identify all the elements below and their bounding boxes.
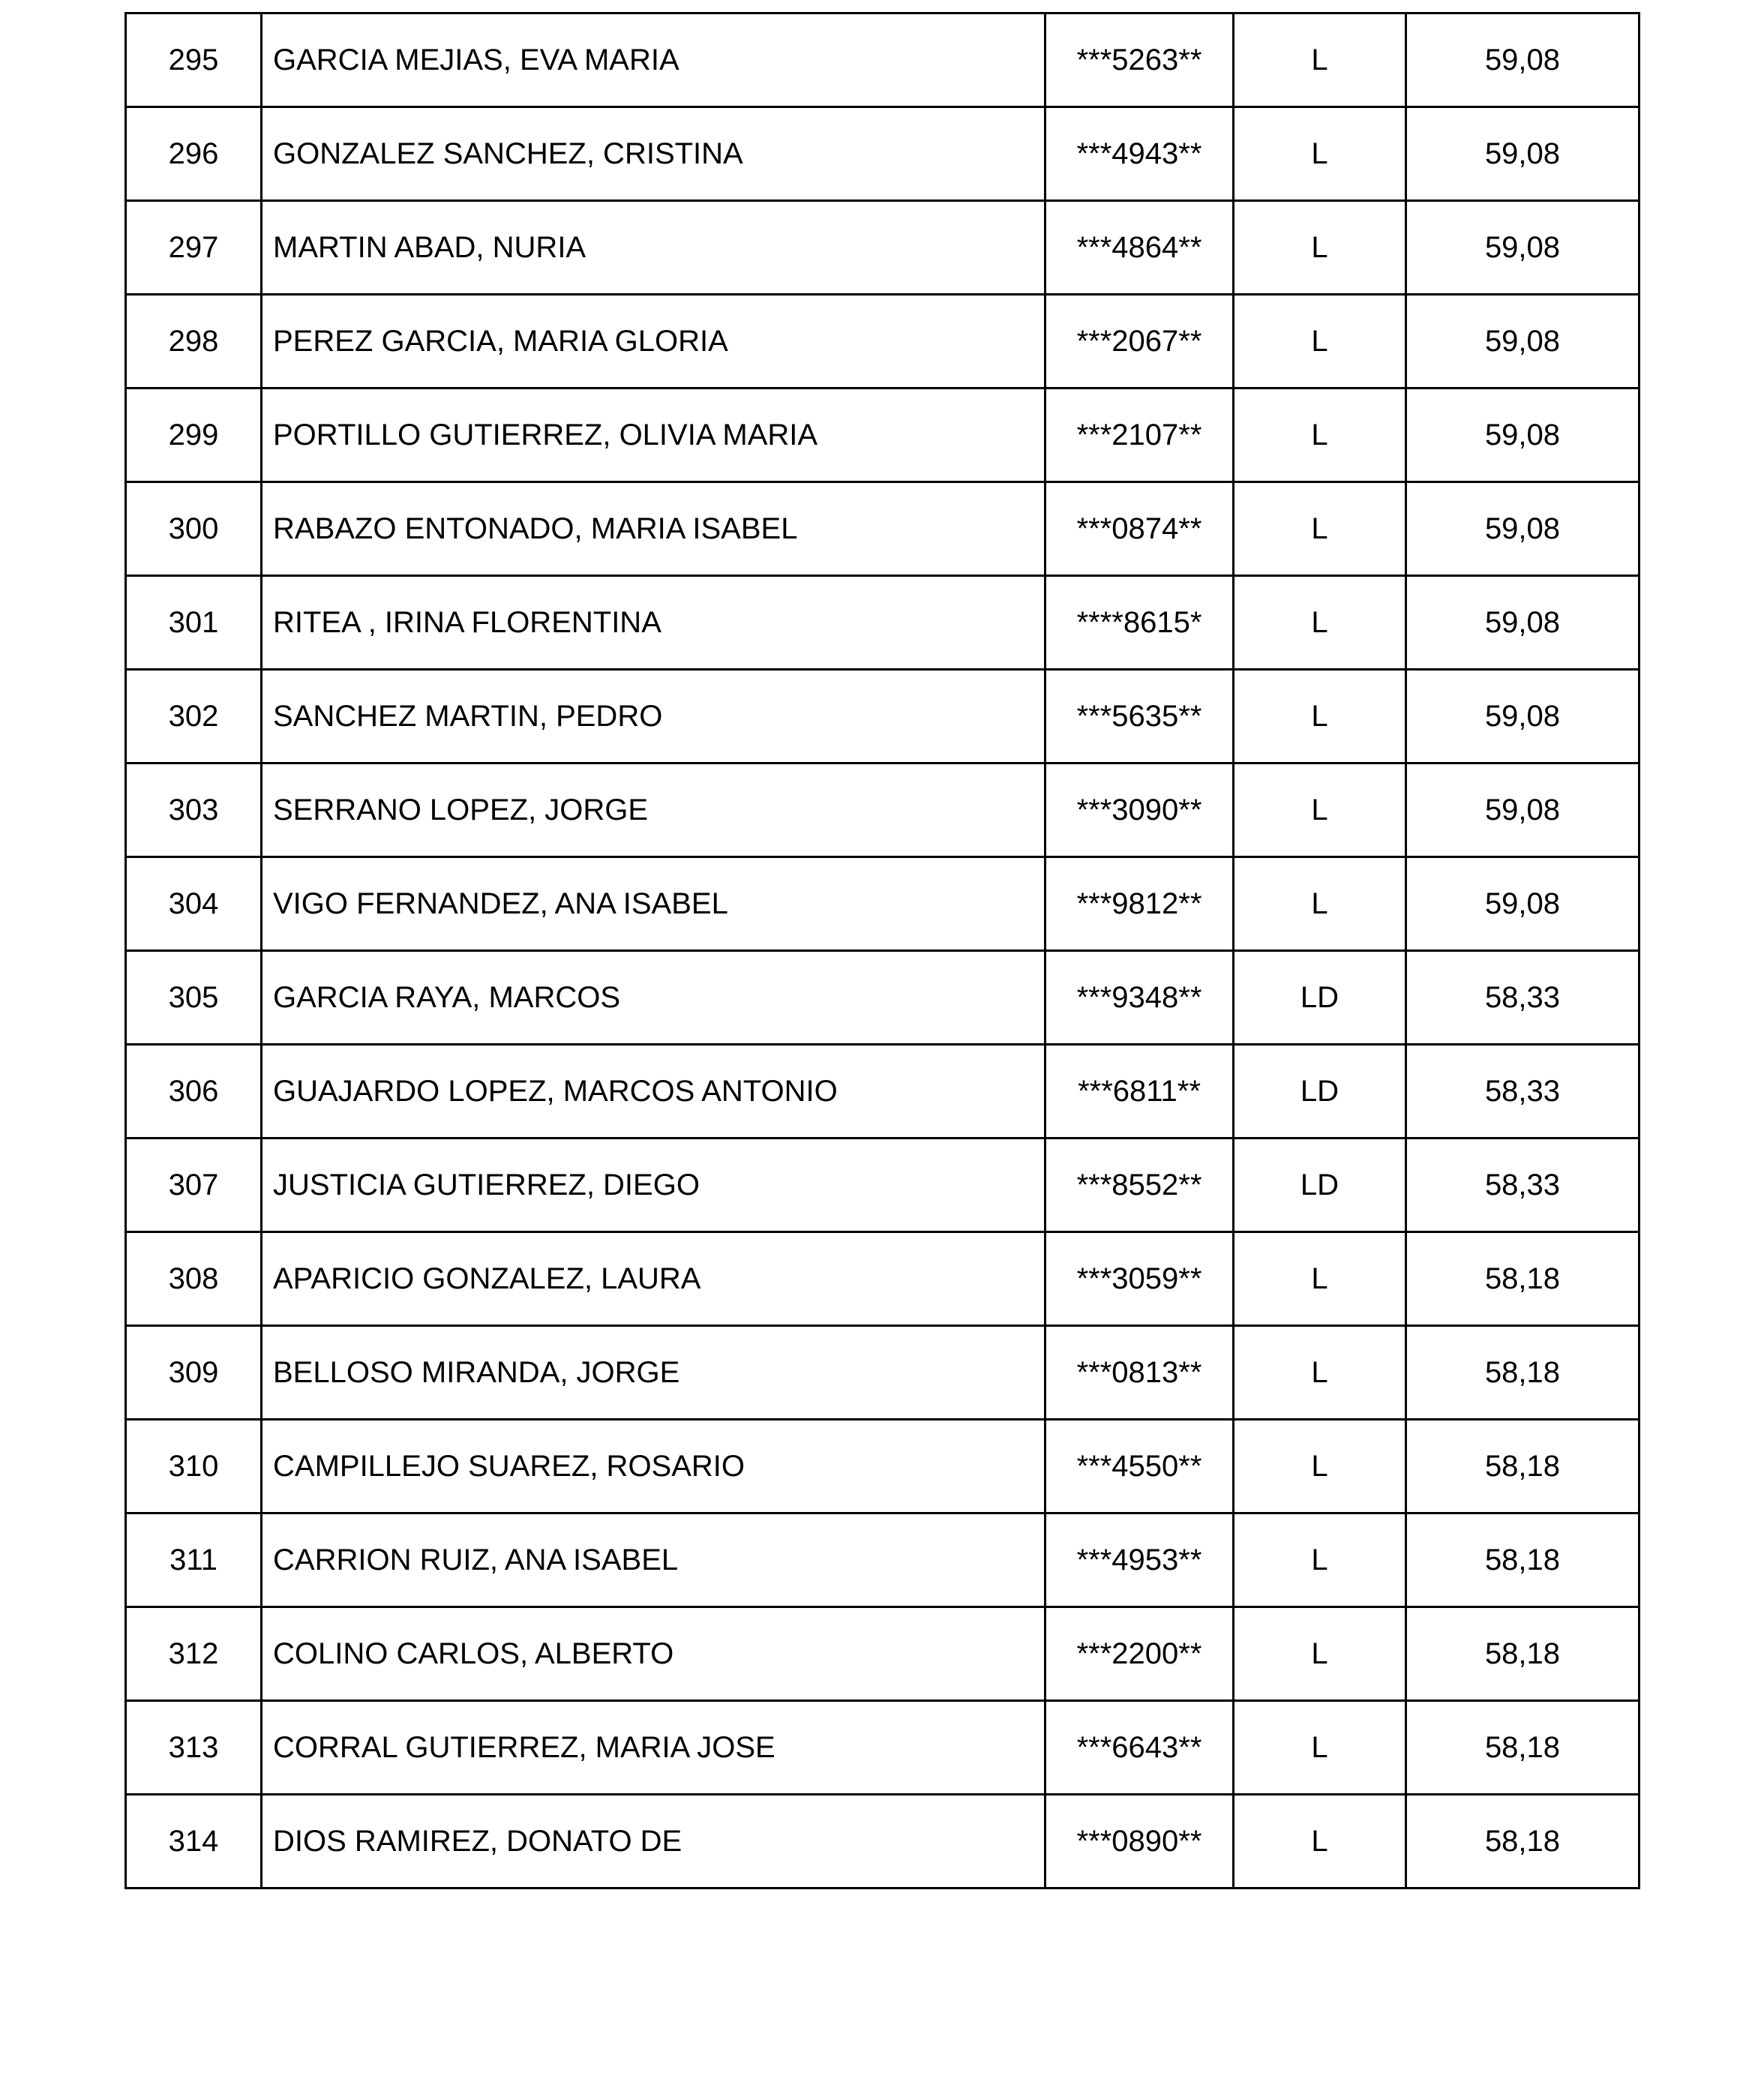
score-cell: 58,33 <box>1406 1138 1640 1232</box>
masked-id-cell: ***6811** <box>1046 1045 1234 1138</box>
access-type-cell: L <box>1234 1326 1406 1420</box>
score-cell: 58,18 <box>1406 1514 1640 1607</box>
access-type-cell: L <box>1234 201 1406 295</box>
score-cell: 59,08 <box>1406 764 1640 857</box>
masked-id-cell: ***5263** <box>1046 14 1234 107</box>
score-cell: 59,08 <box>1406 14 1640 107</box>
masked-id-cell: ***4943** <box>1046 107 1234 201</box>
masked-id-cell: ***4953** <box>1046 1514 1234 1607</box>
table-row <box>126 1795 1640 1888</box>
table-row <box>126 1607 1640 1701</box>
row-number-cell: 311 <box>126 1514 262 1607</box>
table-row <box>126 1420 1640 1514</box>
score-cell: 58,18 <box>1406 1232 1640 1326</box>
score-cell: 59,08 <box>1406 482 1640 576</box>
person-name-cell: COLINO CARLOS, ALBERTO <box>262 1607 1046 1701</box>
person-name-cell: PORTILLO GUTIERREZ, OLIVIA MARIA <box>262 388 1046 482</box>
score-cell: 58,18 <box>1406 1795 1640 1888</box>
score-cell: 59,08 <box>1406 388 1640 482</box>
person-name-cell: CARRION RUIZ, ANA ISABEL <box>262 1514 1046 1607</box>
row-number-cell: 305 <box>126 951 262 1045</box>
person-name-cell: DIOS RAMIREZ, DONATO DE <box>262 1795 1046 1888</box>
score-cell: 59,08 <box>1406 107 1640 201</box>
row-number-cell: 296 <box>126 107 262 201</box>
access-type-cell: L <box>1234 107 1406 201</box>
person-name-cell: CORRAL GUTIERREZ, MARIA JOSE <box>262 1701 1046 1795</box>
table-row <box>126 201 1640 295</box>
masked-id-cell: ***6643** <box>1046 1701 1234 1795</box>
masked-id-cell: ***4864** <box>1046 201 1234 295</box>
row-number-cell: 299 <box>126 388 262 482</box>
score-cell: 58,18 <box>1406 1701 1640 1795</box>
table-row <box>126 857 1640 951</box>
row-number-cell: 298 <box>126 295 262 388</box>
access-type-cell: L <box>1234 1607 1406 1701</box>
masked-id-cell: ***2067** <box>1046 295 1234 388</box>
access-type-cell: L <box>1234 764 1406 857</box>
score-cell: 58,33 <box>1406 951 1640 1045</box>
person-name-cell: RITEA , IRINA FLORENTINA <box>262 576 1046 670</box>
results-table <box>124 12 1640 1889</box>
row-number-cell: 310 <box>126 1420 262 1514</box>
masked-id-cell: ****8615* <box>1046 576 1234 670</box>
masked-id-cell: ***0813** <box>1046 1326 1234 1420</box>
access-type-cell: L <box>1234 482 1406 576</box>
person-name-cell: RABAZO ENTONADO, MARIA ISABEL <box>262 482 1046 576</box>
table-row <box>126 295 1640 388</box>
masked-id-cell: ***0874** <box>1046 482 1234 576</box>
access-type-cell: LD <box>1234 951 1406 1045</box>
results-table-body <box>126 14 1640 1888</box>
masked-id-cell: ***8552** <box>1046 1138 1234 1232</box>
access-type-cell: L <box>1234 388 1406 482</box>
table-row <box>126 951 1640 1045</box>
row-number-cell: 301 <box>126 576 262 670</box>
person-name-cell: VIGO FERNANDEZ, ANA ISABEL <box>262 857 1046 951</box>
row-number-cell: 313 <box>126 1701 262 1795</box>
row-number-cell: 307 <box>126 1138 262 1232</box>
score-cell: 59,08 <box>1406 576 1640 670</box>
person-name-cell: GUAJARDO LOPEZ, MARCOS ANTONIO <box>262 1045 1046 1138</box>
row-number-cell: 300 <box>126 482 262 576</box>
access-type-cell: L <box>1234 1701 1406 1795</box>
access-type-cell: L <box>1234 857 1406 951</box>
person-name-cell: SERRANO LOPEZ, JORGE <box>262 764 1046 857</box>
masked-id-cell: ***0890** <box>1046 1795 1234 1888</box>
masked-id-cell: ***3090** <box>1046 764 1234 857</box>
person-name-cell: GARCIA MEJIAS, EVA MARIA <box>262 14 1046 107</box>
person-name-cell: PEREZ GARCIA, MARIA GLORIA <box>262 295 1046 388</box>
person-name-cell: CAMPILLEJO SUAREZ, ROSARIO <box>262 1420 1046 1514</box>
person-name-cell: APARICIO GONZALEZ, LAURA <box>262 1232 1046 1326</box>
score-cell: 59,08 <box>1406 670 1640 764</box>
masked-id-cell: ***2107** <box>1046 388 1234 482</box>
score-cell: 58,18 <box>1406 1326 1640 1420</box>
row-number-cell: 297 <box>126 201 262 295</box>
row-number-cell: 312 <box>126 1607 262 1701</box>
person-name-cell: MARTIN ABAD, NURIA <box>262 201 1046 295</box>
row-number-cell: 302 <box>126 670 262 764</box>
table-row <box>126 576 1640 670</box>
access-type-cell: L <box>1234 1232 1406 1326</box>
access-type-cell: LD <box>1234 1045 1406 1138</box>
table-row <box>126 1701 1640 1795</box>
row-number-cell: 306 <box>126 1045 262 1138</box>
person-name-cell: GARCIA RAYA, MARCOS <box>262 951 1046 1045</box>
table-row <box>126 388 1640 482</box>
table-row <box>126 764 1640 857</box>
score-cell: 59,08 <box>1406 857 1640 951</box>
row-number-cell: 309 <box>126 1326 262 1420</box>
score-cell: 59,08 <box>1406 295 1640 388</box>
row-number-cell: 308 <box>126 1232 262 1326</box>
access-type-cell: L <box>1234 295 1406 388</box>
table-row <box>126 670 1640 764</box>
table-row <box>126 14 1640 107</box>
masked-id-cell: ***5635** <box>1046 670 1234 764</box>
masked-id-cell: ***2200** <box>1046 1607 1234 1701</box>
masked-id-cell: ***4550** <box>1046 1420 1234 1514</box>
score-cell: 58,18 <box>1406 1607 1640 1701</box>
table-row <box>126 1138 1640 1232</box>
access-type-cell: L <box>1234 1420 1406 1514</box>
row-number-cell: 304 <box>126 857 262 951</box>
row-number-cell: 295 <box>126 14 262 107</box>
score-cell: 59,08 <box>1406 201 1640 295</box>
table-row <box>126 482 1640 576</box>
access-type-cell: L <box>1234 14 1406 107</box>
table-row <box>126 1326 1640 1420</box>
row-number-cell: 314 <box>126 1795 262 1888</box>
access-type-cell: L <box>1234 1795 1406 1888</box>
access-type-cell: L <box>1234 670 1406 764</box>
access-type-cell: L <box>1234 1514 1406 1607</box>
table-row <box>126 107 1640 201</box>
masked-id-cell: ***9348** <box>1046 951 1234 1045</box>
person-name-cell: JUSTICIA GUTIERREZ, DIEGO <box>262 1138 1046 1232</box>
person-name-cell: BELLOSO MIRANDA, JORGE <box>262 1326 1046 1420</box>
person-name-cell: SANCHEZ MARTIN, PEDRO <box>262 670 1046 764</box>
table-row <box>126 1232 1640 1326</box>
table-row <box>126 1514 1640 1607</box>
masked-id-cell: ***9812** <box>1046 857 1234 951</box>
masked-id-cell: ***3059** <box>1046 1232 1234 1326</box>
access-type-cell: LD <box>1234 1138 1406 1232</box>
table-row <box>126 1045 1640 1138</box>
access-type-cell: L <box>1234 576 1406 670</box>
score-cell: 58,33 <box>1406 1045 1640 1138</box>
person-name-cell: GONZALEZ SANCHEZ, CRISTINA <box>262 107 1046 201</box>
score-cell: 58,18 <box>1406 1420 1640 1514</box>
row-number-cell: 303 <box>126 764 262 857</box>
